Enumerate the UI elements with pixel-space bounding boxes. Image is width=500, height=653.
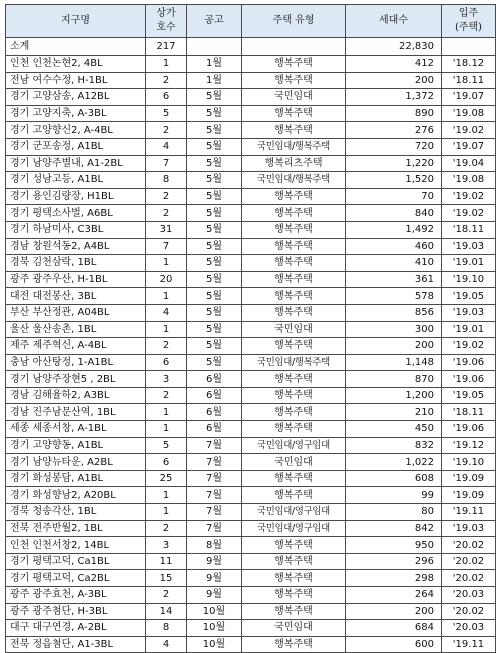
- cell-announce: 5월: [187, 205, 242, 222]
- cell-district: 울산 울산송촌, 1BL: [6, 321, 146, 338]
- table-row: [6, 155, 496, 172]
- cell-district: 인천 인천서창2, 14BL: [6, 537, 146, 554]
- cell-movein: '19.12: [442, 437, 496, 454]
- cell-households: 200: [346, 72, 442, 89]
- cell-shops: 8: [146, 172, 187, 189]
- cell-type: 행복주택: [242, 271, 346, 288]
- cell-type: 행복주택: [242, 570, 346, 587]
- cell-district: 경기 하남미사, C3BL: [6, 221, 146, 238]
- header-movein-line2: (주택): [454, 22, 483, 33]
- cell-movein: '19.08: [442, 105, 496, 122]
- cell-announce: 6월: [187, 421, 242, 438]
- cell-type: 행복주택: [242, 288, 346, 305]
- cell-district: 경기 고양향신2, A-4BL: [6, 122, 146, 139]
- table-row: [6, 421, 496, 438]
- cell-shops: 1: [146, 288, 187, 305]
- cell-households: 210: [346, 404, 442, 421]
- cell-announce: 5월: [187, 89, 242, 106]
- cell-households: 300: [346, 321, 442, 338]
- cell-district: 경기 화성봉담, A1BL: [6, 470, 146, 487]
- table-row: [6, 354, 496, 371]
- cell-announce: 5월: [187, 188, 242, 205]
- table-row: [6, 188, 496, 205]
- cell-movein: '20.03: [442, 620, 496, 637]
- cell-shops: 8: [146, 620, 187, 637]
- table-row: [6, 338, 496, 355]
- cell-type: 국민임대/영구임대: [242, 520, 346, 537]
- cell-shops: 2: [146, 122, 187, 139]
- cell-announce: 5월: [187, 338, 242, 355]
- cell-shops: 5: [146, 437, 187, 454]
- cell-movein: '18.11: [442, 221, 496, 238]
- cell-type: 국민임대: [242, 321, 346, 338]
- cell-movein: '19.04: [442, 155, 496, 172]
- cell-district: 대전 대전봉산, 3BL: [6, 288, 146, 305]
- cell-type: 행복리츠주택: [242, 155, 346, 172]
- cell-shops: 2: [146, 587, 187, 604]
- cell-households: 264: [346, 587, 442, 604]
- subtotal-label: 소계: [6, 38, 146, 56]
- cell-movein: '19.09: [442, 470, 496, 487]
- table-row: [6, 138, 496, 155]
- cell-district: 전북 정읍첨단, A1-3BL: [6, 636, 146, 653]
- subtotal-row: [6, 38, 496, 56]
- cell-announce: 5월: [187, 354, 242, 371]
- cell-shops: 2: [146, 387, 187, 404]
- cell-movein: '19.06: [442, 371, 496, 388]
- cell-households: 200: [346, 603, 442, 620]
- cell-district: 제주 제주혁신, A-4BL: [6, 338, 146, 355]
- cell-shops: 2: [146, 188, 187, 205]
- cell-households: 608: [346, 470, 442, 487]
- cell-district: 경기 평택고덕, Ca2BL: [6, 570, 146, 587]
- subtotal-type-empty: [242, 38, 346, 56]
- subtotal-shops: 217: [146, 38, 187, 56]
- cell-movein: '18.12: [442, 56, 496, 73]
- cell-type: 국민임대/영구임대: [242, 437, 346, 454]
- cell-households: 298: [346, 570, 442, 587]
- cell-district: 경기 남양뉴타운, A2BL: [6, 454, 146, 471]
- table-row: [6, 172, 496, 189]
- cell-movein: '19.08: [442, 172, 496, 189]
- cell-households: 410: [346, 255, 442, 272]
- cell-shops: 1: [146, 321, 187, 338]
- cell-district: 대구 대구연경, A-2BL: [6, 620, 146, 637]
- cell-announce: 7월: [187, 487, 242, 504]
- cell-district: 경기 군포송정, A1BL: [6, 138, 146, 155]
- cell-shops: 1: [146, 421, 187, 438]
- cell-district: 부산 부산정관, A04BL: [6, 304, 146, 321]
- cell-district: 전남 여수수정, H-1BL: [6, 72, 146, 89]
- cell-households: 1,148: [346, 354, 442, 371]
- cell-movein: '19.02: [442, 122, 496, 139]
- cell-district: 경남 진주남문산역, 1BL: [6, 404, 146, 421]
- cell-district: 경기 고양향동, A1BL: [6, 437, 146, 454]
- table-row: [6, 288, 496, 305]
- table-header-row: [6, 5, 496, 38]
- cell-shops: 3: [146, 537, 187, 554]
- cell-movein: '19.02: [442, 188, 496, 205]
- cell-movein: '19.01: [442, 321, 496, 338]
- cell-shops: 2: [146, 72, 187, 89]
- cell-type: 행복주택: [242, 404, 346, 421]
- table-row: [6, 504, 496, 521]
- cell-shops: 1: [146, 504, 187, 521]
- cell-announce: 7월: [187, 437, 242, 454]
- cell-type: 행복주택: [242, 470, 346, 487]
- cell-type: 행복주택: [242, 537, 346, 554]
- cell-movein: '19.03: [442, 520, 496, 537]
- cell-type: 행복주택: [242, 603, 346, 620]
- cell-shops: 1: [146, 487, 187, 504]
- cell-movein: '19.06: [442, 421, 496, 438]
- table-row: [6, 587, 496, 604]
- cell-type: 행복주택: [242, 122, 346, 139]
- cell-households: 276: [346, 122, 442, 139]
- cell-shops: 2: [146, 338, 187, 355]
- cell-households: 460: [346, 238, 442, 255]
- cell-households: 361: [346, 271, 442, 288]
- cell-announce: 7월: [187, 520, 242, 537]
- cell-type: 행복주택: [242, 255, 346, 272]
- cell-movein: '19.10: [442, 454, 496, 471]
- cell-shops: 31: [146, 221, 187, 238]
- table-row: [6, 520, 496, 537]
- cell-shops: 20: [146, 271, 187, 288]
- cell-households: 950: [346, 537, 442, 554]
- cell-announce: 7월: [187, 470, 242, 487]
- cell-type: 국민임대/행복주택: [242, 138, 346, 155]
- cell-announce: 7월: [187, 454, 242, 471]
- cell-district: 충남 아산탕정, 1-A1BL: [6, 354, 146, 371]
- cell-type: 행복주택: [242, 304, 346, 321]
- cell-households: 832: [346, 437, 442, 454]
- cell-type: 국민임대/행복주택: [242, 354, 346, 371]
- cell-shops: 2: [146, 520, 187, 537]
- cell-households: 70: [346, 188, 442, 205]
- cell-shops: 4: [146, 636, 187, 653]
- cell-shops: 1: [146, 56, 187, 73]
- cell-announce: 5월: [187, 321, 242, 338]
- cell-district: 전북 전주반월2, 1BL: [6, 520, 146, 537]
- cell-movein: '19.10: [442, 271, 496, 288]
- subtotal-announce-empty: [187, 38, 242, 56]
- cell-households: 1,520: [346, 172, 442, 189]
- cell-shops: 7: [146, 238, 187, 255]
- cell-announce: 10월: [187, 636, 242, 653]
- table-row: [6, 221, 496, 238]
- cell-shops: 1: [146, 255, 187, 272]
- cell-shops: 6: [146, 89, 187, 106]
- table-row: [6, 553, 496, 570]
- header-announce: 공고: [187, 5, 242, 38]
- cell-district: 경기 평택고덕, Ca1BL: [6, 553, 146, 570]
- table-row: [6, 603, 496, 620]
- header-shops-line2: 호수: [156, 22, 176, 33]
- cell-district: 경기 성남고등, A1BL: [6, 172, 146, 189]
- cell-announce: 9월: [187, 570, 242, 587]
- cell-type: 행복주택: [242, 105, 346, 122]
- header-movein-line1: 입주: [458, 8, 479, 19]
- subtotal-movein-empty: [442, 38, 496, 56]
- cell-district: 광주 광주첨단, H-3BL: [6, 603, 146, 620]
- cell-households: 80: [346, 504, 442, 521]
- cell-district: 광주 광주효천, A-3BL: [6, 587, 146, 604]
- table-row: [6, 537, 496, 554]
- cell-households: 856: [346, 304, 442, 321]
- housing-table: [5, 4, 496, 653]
- cell-district: 경기 남양주장현5 , 2BL: [6, 371, 146, 388]
- cell-shops: 14: [146, 603, 187, 620]
- cell-households: 840: [346, 205, 442, 222]
- cell-district: 경기 화성향남2, A20BL: [6, 487, 146, 504]
- cell-announce: 5월: [187, 238, 242, 255]
- cell-announce: 5월: [187, 122, 242, 139]
- cell-type: 행복주택: [242, 72, 346, 89]
- cell-district: 광주 광주우산, H-1BL: [6, 271, 146, 288]
- cell-households: 684: [346, 620, 442, 637]
- header-households: 세대수: [346, 5, 442, 38]
- cell-announce: 9월: [187, 553, 242, 570]
- cell-district: 경남 창원석동2, A4BL: [6, 238, 146, 255]
- table-row: [6, 454, 496, 471]
- cell-announce: 5월: [187, 138, 242, 155]
- cell-shops: 1: [146, 404, 187, 421]
- cell-shops: 5: [146, 105, 187, 122]
- table-row: [6, 321, 496, 338]
- cell-households: 1,022: [346, 454, 442, 471]
- cell-movein: '20.02: [442, 603, 496, 620]
- header-shops: [146, 5, 187, 38]
- cell-type: 행복주택: [242, 56, 346, 73]
- cell-movein: '19.01: [442, 255, 496, 272]
- cell-district: 경북 김천삼락, 1BL: [6, 255, 146, 272]
- cell-movein: '20.02: [442, 537, 496, 554]
- housing-table-container: [5, 4, 495, 653]
- cell-shops: 4: [146, 138, 187, 155]
- cell-households: 1,200: [346, 387, 442, 404]
- cell-district: 경기 평택소사벌, A6BL: [6, 205, 146, 222]
- cell-movein: '19.05: [442, 288, 496, 305]
- cell-households: 600: [346, 636, 442, 653]
- cell-movein: '19.11: [442, 504, 496, 521]
- cell-movein: '19.02: [442, 205, 496, 222]
- cell-announce: 5월: [187, 172, 242, 189]
- cell-type: 국민임대: [242, 89, 346, 106]
- cell-movein: '20.03: [442, 587, 496, 604]
- header-district: 지구명: [6, 5, 146, 38]
- cell-type: 행복주택: [242, 553, 346, 570]
- table-row: [6, 122, 496, 139]
- table-row: [6, 56, 496, 73]
- cell-movein: '18.11: [442, 72, 496, 89]
- cell-movein: '19.07: [442, 138, 496, 155]
- table-row: [6, 205, 496, 222]
- table-row: [6, 620, 496, 637]
- cell-movein: '20.02: [442, 570, 496, 587]
- cell-announce: 5월: [187, 288, 242, 305]
- cell-district: 인천 인천논현2, 4BL: [6, 56, 146, 73]
- cell-announce: 8월: [187, 537, 242, 554]
- cell-district: 경기 고양삼송, A12BL: [6, 89, 146, 106]
- cell-district: 경남 김해율하2, A3BL: [6, 387, 146, 404]
- cell-announce: 6월: [187, 404, 242, 421]
- cell-type: 행복주택: [242, 387, 346, 404]
- table-row: [6, 89, 496, 106]
- cell-households: 1,220: [346, 155, 442, 172]
- header-type: 주택 유형: [242, 5, 346, 38]
- cell-movein: '19.11: [442, 636, 496, 653]
- cell-announce: 1월: [187, 72, 242, 89]
- table-row: [6, 470, 496, 487]
- cell-households: 870: [346, 371, 442, 388]
- cell-district: 경기 용인김량장, H1BL: [6, 188, 146, 205]
- header-movein: [442, 5, 496, 38]
- cell-movein: '19.03: [442, 304, 496, 321]
- table-row: [6, 371, 496, 388]
- cell-district: 경기 남양주별내, A1-2BL: [6, 155, 146, 172]
- cell-type: 행복주택: [242, 205, 346, 222]
- cell-households: 200: [346, 338, 442, 355]
- table-row: [6, 570, 496, 587]
- cell-district: 세종 세종서창, A-1BL: [6, 421, 146, 438]
- cell-announce: 5월: [187, 155, 242, 172]
- cell-announce: 5월: [187, 271, 242, 288]
- cell-announce: 6월: [187, 371, 242, 388]
- cell-announce: 7월: [187, 504, 242, 521]
- cell-type: 국민임대/영구임대: [242, 504, 346, 521]
- cell-households: 720: [346, 138, 442, 155]
- header-shops-line1: 상가: [156, 8, 176, 19]
- cell-shops: 6: [146, 454, 187, 471]
- cell-movein: '20.02: [442, 553, 496, 570]
- cell-shops: 3: [146, 371, 187, 388]
- cell-type: 행복주택: [242, 371, 346, 388]
- cell-type: 행복주택: [242, 221, 346, 238]
- cell-type: 행복주택: [242, 587, 346, 604]
- cell-announce: 10월: [187, 620, 242, 637]
- cell-movein: '19.02: [442, 338, 496, 355]
- cell-announce: 1월: [187, 56, 242, 73]
- cell-movein: '19.07: [442, 89, 496, 106]
- subtotal-households: 22,830: [346, 38, 442, 56]
- cell-households: 450: [346, 421, 442, 438]
- cell-movein: '19.09: [442, 487, 496, 504]
- cell-shops: 4: [146, 304, 187, 321]
- cell-movein: '19.06: [442, 354, 496, 371]
- cell-households: 842: [346, 520, 442, 537]
- cell-households: 1,492: [346, 221, 442, 238]
- cell-households: 412: [346, 56, 442, 73]
- table-row: [6, 636, 496, 653]
- table-row: [6, 304, 496, 321]
- cell-households: 99: [346, 487, 442, 504]
- cell-shops: 7: [146, 155, 187, 172]
- cell-announce: 5월: [187, 105, 242, 122]
- cell-type: 행복주택: [242, 421, 346, 438]
- cell-type: 행복주택: [242, 238, 346, 255]
- cell-movein: '18.11: [442, 404, 496, 421]
- table-row: [6, 255, 496, 272]
- cell-households: 890: [346, 105, 442, 122]
- cell-shops: 11: [146, 553, 187, 570]
- cell-shops: 25: [146, 470, 187, 487]
- cell-announce: 5월: [187, 255, 242, 272]
- table-row: [6, 105, 496, 122]
- cell-announce: 6월: [187, 387, 242, 404]
- cell-shops: 2: [146, 205, 187, 222]
- table-row: [6, 271, 496, 288]
- table-row: [6, 404, 496, 421]
- cell-type: 행복주택: [242, 487, 346, 504]
- cell-shops: 15: [146, 570, 187, 587]
- cell-type: 국민임대/행복주택: [242, 172, 346, 189]
- table-row: [6, 437, 496, 454]
- cell-announce: 5월: [187, 221, 242, 238]
- cell-type: 국민임대: [242, 620, 346, 637]
- table-row: [6, 387, 496, 404]
- cell-households: 1,372: [346, 89, 442, 106]
- table-row: [6, 72, 496, 89]
- cell-type: 행복주택: [242, 338, 346, 355]
- table-row: [6, 238, 496, 255]
- cell-announce: 10월: [187, 603, 242, 620]
- cell-households: 296: [346, 553, 442, 570]
- cell-type: 행복주택: [242, 636, 346, 653]
- cell-district: 경기 고양지축, A-3BL: [6, 105, 146, 122]
- cell-district: 경북 청송각산, 1BL: [6, 504, 146, 521]
- table-row: [6, 487, 496, 504]
- cell-type: 행복주택: [242, 188, 346, 205]
- cell-movein: '19.03: [442, 238, 496, 255]
- cell-type: 국민임대: [242, 454, 346, 471]
- cell-announce: 9월: [187, 587, 242, 604]
- cell-households: 578: [346, 288, 442, 305]
- cell-announce: 5월: [187, 304, 242, 321]
- cell-movein: '19.05: [442, 387, 496, 404]
- cell-shops: 6: [146, 354, 187, 371]
